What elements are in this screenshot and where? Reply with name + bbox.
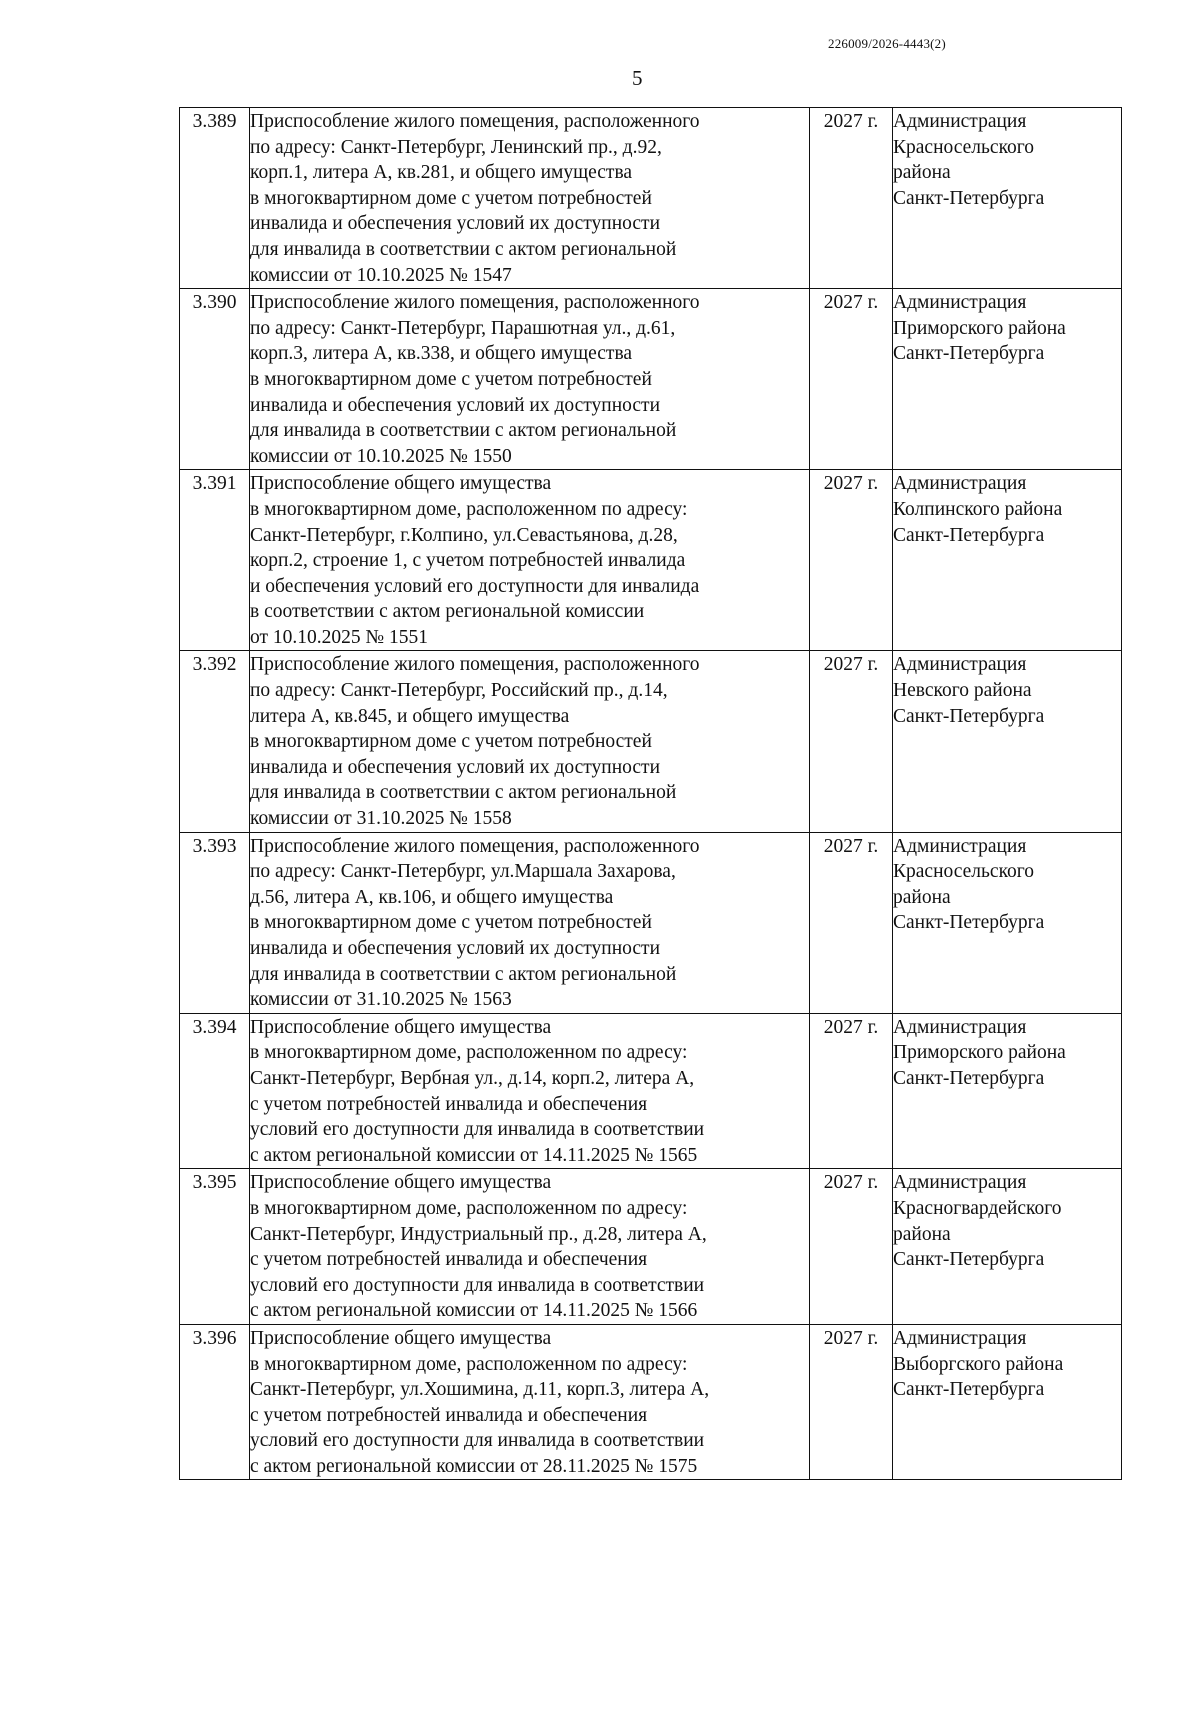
responsible-executor-line: Приморского района <box>893 317 1066 339</box>
table-row <box>180 832 1122 1013</box>
measure-description-line: корп.1, литера А, кв.281, и общего имущества <box>250 162 633 184</box>
responsible-executor-line: Санкт-Петербурга <box>893 343 1045 365</box>
deadline-year-cell: 2027 г. <box>810 108 893 289</box>
responsible-executor-line: Администрация <box>893 1172 1027 1194</box>
responsible-executor-line: Администрация <box>893 654 1027 676</box>
measure-description-line: и обеспечения условий его доступности для инвалида <box>250 575 700 597</box>
responsible-executor-line: Красносельского <box>893 861 1035 883</box>
measure-description-line: с актом региональной комиссии от 14.11.2025 № 1565 <box>250 1144 698 1166</box>
responsible-executor-line: Выборгского района <box>893 1353 1064 1375</box>
responsible-executor-line: Санкт-Петербурга <box>893 187 1045 209</box>
deadline-year-cell: 2027 г. <box>810 651 893 832</box>
item-number-cell: 3.392 <box>180 651 250 832</box>
measure-description-cell <box>250 832 810 1013</box>
responsible-executor-line: Администрация <box>893 473 1027 495</box>
table-row <box>180 470 1122 651</box>
measure-description-line: Приспособление общего имущества <box>250 1327 552 1349</box>
measure-description-line: от 10.10.2025 № 1551 <box>250 626 428 648</box>
item-number-cell: 3.393 <box>180 832 250 1013</box>
measure-description-cell <box>250 470 810 651</box>
measure-description-line: Приспособление жилого помещения, расположенного <box>250 111 700 132</box>
item-number-cell: 3.394 <box>180 1013 250 1169</box>
table-row <box>180 289 1122 470</box>
responsible-executor-line: Невского района <box>893 680 1032 702</box>
responsible-executor-line: Санкт-Петербурга <box>893 1379 1045 1401</box>
responsible-executor-line: района <box>893 1223 951 1245</box>
measure-description-line: условий его доступности для инвалида в соответствии <box>250 1119 705 1141</box>
responsible-executor-cell <box>893 1324 1122 1480</box>
measure-description-line: с учетом потребностей инвалида и обеспечения <box>250 1249 648 1271</box>
item-number-cell: 3.391 <box>180 470 250 651</box>
measure-description-line: Санкт-Петербург, Индустриальный пр., д.28, литера А, <box>250 1223 707 1245</box>
responsible-executor-line: Красносельского <box>893 136 1035 158</box>
measure-description-line: в многоквартирном доме, расположенном по адресу: <box>250 1197 688 1219</box>
responsible-executor-cell <box>893 1169 1122 1325</box>
responsible-executor-line: Санкт-Петербурга <box>893 912 1045 934</box>
deadline-year-cell: 2027 г. <box>810 832 893 1013</box>
measure-description-line: комиссии от 10.10.2025 № 1550 <box>250 445 512 467</box>
measure-description-line: по адресу: Санкт-Петербург, Российский пр., д.14, <box>250 680 668 702</box>
measure-description-line: Приспособление жилого помещения, расположенного <box>250 835 700 857</box>
responsible-executor-line: Приморского района <box>893 1042 1066 1064</box>
responsible-executor-line: Санкт-Петербурга <box>893 1249 1045 1271</box>
responsible-executor-line: района <box>893 886 951 908</box>
item-number-cell: 3.390 <box>180 289 250 470</box>
measure-description-cell <box>250 289 810 470</box>
page-number: 5 <box>632 66 643 90</box>
responsible-executor-cell <box>893 651 1122 832</box>
table-row <box>180 1169 1122 1325</box>
responsible-executor-cell <box>893 108 1122 289</box>
measure-description-cell <box>250 108 810 289</box>
item-number-cell: 3.395 <box>180 1169 250 1325</box>
measure-description-line: инвалида и обеспечения условий их доступности <box>250 756 661 778</box>
measure-description-line: инвалида и обеспечения условий их доступности <box>250 394 661 416</box>
measure-description-line: в многоквартирном доме с учетом потребностей <box>250 912 652 934</box>
responsible-executor-cell <box>893 289 1122 470</box>
measure-description-line: корп.2, строение 1, с учетом потребностей инвалида <box>250 550 686 572</box>
measure-description-line: Санкт-Петербург, ул.Хошимина, д.11, корп.3, литера А, <box>250 1379 710 1401</box>
measure-description-line: д.56, литера А, кв.106, и общего имущества <box>250 886 614 908</box>
responsible-executor-line: района <box>893 162 951 184</box>
deadline-year-cell: 2027 г. <box>810 1013 893 1169</box>
measure-description-line: Санкт-Петербург, Вербная ул., д.14, корп.2, литера А, <box>250 1067 695 1089</box>
deadline-year-cell: 2027 г. <box>810 1324 893 1480</box>
measure-description-line: комиссии от 31.10.2025 № 1558 <box>250 808 512 830</box>
table-row <box>180 651 1122 832</box>
measure-description-line: с актом региональной комиссии от 28.11.2025 № 1575 <box>250 1455 698 1477</box>
measure-description-line: инвалида и обеспечения условий их доступности <box>250 213 661 235</box>
table-row <box>180 108 1122 289</box>
measure-description-line: в многоквартирном доме, расположенном по адресу: <box>250 498 688 520</box>
responsible-executor-line: Администрация <box>893 111 1027 132</box>
measure-description-line: по адресу: Санкт-Петербург, Парашютная ул., д.61, <box>250 317 676 339</box>
measure-description-line: условий его доступности для инвалида в соответствии <box>250 1430 705 1452</box>
responsible-executor-line: Санкт-Петербурга <box>893 524 1045 546</box>
deadline-year-cell: 2027 г. <box>810 470 893 651</box>
measure-description-line: для инвалида в соответствии с актом региональной <box>250 782 677 804</box>
measures-table-body <box>180 108 1122 1480</box>
responsible-executor-line: Санкт-Петербурга <box>893 1067 1045 1089</box>
responsible-executor-line: Администрация <box>893 835 1027 857</box>
measure-description-line: Приспособление общего имущества <box>250 473 552 495</box>
deadline-year-cell: 2027 г. <box>810 289 893 470</box>
document-registration-number: 226009/2026-4443(2) <box>828 36 946 51</box>
measure-description-line: с учетом потребностей инвалида и обеспечения <box>250 1404 648 1426</box>
measure-description-line: литера А, кв.845, и общего имущества <box>250 705 570 727</box>
measure-description-cell <box>250 1169 810 1325</box>
measure-description-line: корп.3, литера А, кв.338, и общего имущества <box>250 343 633 365</box>
measure-description-line: Санкт-Петербург, г.Колпино, ул.Севастьянова, д.28, <box>250 524 678 546</box>
measure-description-line: в многоквартирном доме с учетом потребностей <box>250 731 652 753</box>
responsible-executor-line: Красногвардейского <box>893 1197 1062 1219</box>
measure-description-line: в многоквартирном доме с учетом потребностей <box>250 368 652 390</box>
responsible-executor-line: Санкт-Петербурга <box>893 705 1045 727</box>
responsible-executor-cell <box>893 1013 1122 1169</box>
table-row <box>180 1324 1122 1480</box>
measure-description-cell <box>250 1013 810 1169</box>
responsible-executor-line: Администрация <box>893 292 1027 314</box>
measure-description-line: в многоквартирном доме с учетом потребностей <box>250 187 652 209</box>
measure-description-line: Приспособление жилого помещения, расположенного <box>250 654 700 676</box>
measure-description-line: по адресу: Санкт-Петербург, Ленинский пр., д.92, <box>250 136 662 158</box>
measure-description-cell <box>250 651 810 832</box>
deadline-year-cell: 2027 г. <box>810 1169 893 1325</box>
measure-description-line: комиссии от 10.10.2025 № 1547 <box>250 264 512 286</box>
measure-description-line: с актом региональной комиссии от 14.11.2025 № 1566 <box>250 1300 698 1322</box>
measure-description-line: в соответствии с актом региональной комиссии <box>250 601 645 623</box>
responsible-executor-line: Администрация <box>893 1327 1027 1349</box>
responsible-executor-line: Администрация <box>893 1016 1027 1038</box>
measure-description-line: условий его доступности для инвалида в соответствии <box>250 1274 705 1296</box>
measure-description-line: для инвалида в соответствии с актом региональной <box>250 420 677 442</box>
measure-description-line: Приспособление общего имущества <box>250 1172 552 1194</box>
measure-description-line: с учетом потребностей инвалида и обеспечения <box>250 1093 648 1115</box>
measure-description-line: для инвалида в соответствии с актом региональной <box>250 963 677 985</box>
measure-description-line: Приспособление общего имущества <box>250 1016 552 1038</box>
responsible-executor-cell <box>893 832 1122 1013</box>
measure-description-line: в многоквартирном доме, расположенном по адресу: <box>250 1042 688 1064</box>
responsible-executor-cell <box>893 470 1122 651</box>
item-number-cell: 3.396 <box>180 1324 250 1480</box>
measure-description-line: комиссии от 31.10.2025 № 1563 <box>250 989 512 1011</box>
item-number-cell: 3.389 <box>180 108 250 289</box>
measure-description-cell <box>250 1324 810 1480</box>
responsible-executor-line: Колпинского района <box>893 498 1063 520</box>
measures-table <box>179 107 1122 1480</box>
measure-description-line: по адресу: Санкт-Петербург, ул.Маршала Захарова, <box>250 861 676 883</box>
measure-description-line: для инвалида в соответствии с актом региональной <box>250 238 677 260</box>
measure-description-line: инвалида и обеспечения условий их доступности <box>250 938 661 959</box>
measure-description-line: в многоквартирном доме, расположенном по адресу: <box>250 1353 688 1375</box>
measure-description-line: Приспособление жилого помещения, расположенного <box>250 292 700 314</box>
table-row <box>180 1013 1122 1169</box>
